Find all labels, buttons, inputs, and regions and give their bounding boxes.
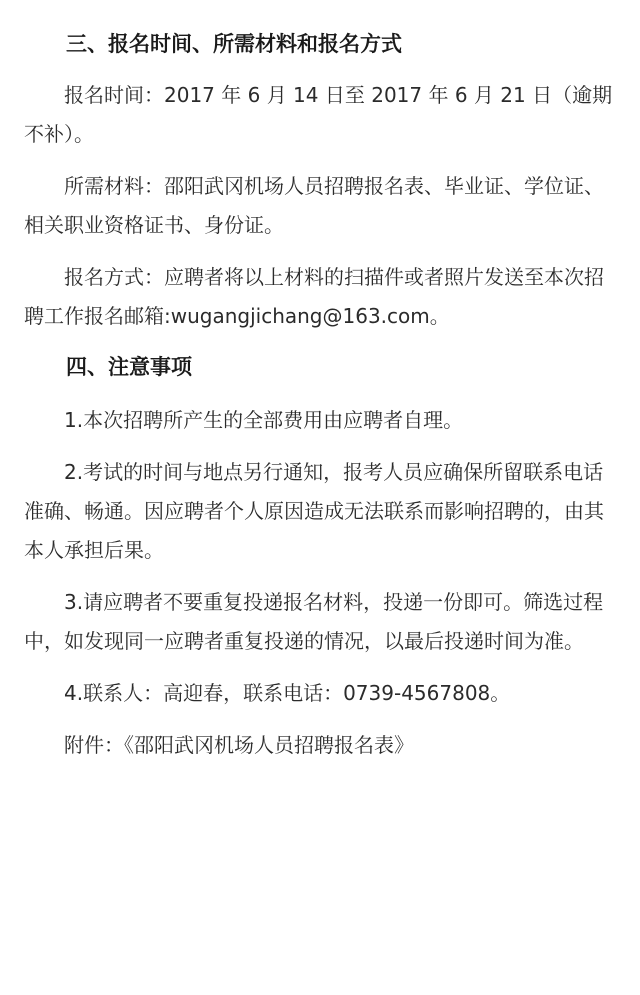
notice-item-3: 3.请应聘者不要重复投递报名材料，投递一份即可。筛选过程中，如发现同一应聘者重复投递的情况，以最后投递时间为准。 [24, 590, 604, 653]
required-materials-paragraph: 所需材料：邵阳武冈机场人员招聘报名表、毕业证、学位证、相关职业资格证书、身份证。 [24, 174, 604, 237]
attachment-paragraph: 附件：《邵阳武冈机场人员招聘报名表》 [64, 733, 414, 757]
notice-item-1: 1.本次招聘所产生的全部费用由应聘者自理。 [64, 408, 464, 432]
registration-time-paragraph: 报名时间：2017 年 6 月 14 日至 2017 年 6 月 21 日（逾期不补）。 [24, 83, 613, 146]
section-4-heading: 四、注意事项 [66, 355, 192, 379]
registration-method-paragraph: 报名方式：应聘者将以上材料的扫描件或者照片发送至本次招聘工作报名邮箱:wugangjichang@163.com。 [24, 265, 604, 328]
notice-item-2: 2.考试的时间与地点另行通知，报考人员应确保所留联系电话准确、畅通。因应聘者个人原因造成无法联系而影响招聘的，由其本人承担后果。 [24, 460, 604, 562]
notice-item-4-contact: 4.联系人：高迎春，联系电话：0739-4567808。 [64, 681, 511, 705]
section-3-heading: 三、报名时间、所需材料和报名方式 [66, 32, 402, 56]
